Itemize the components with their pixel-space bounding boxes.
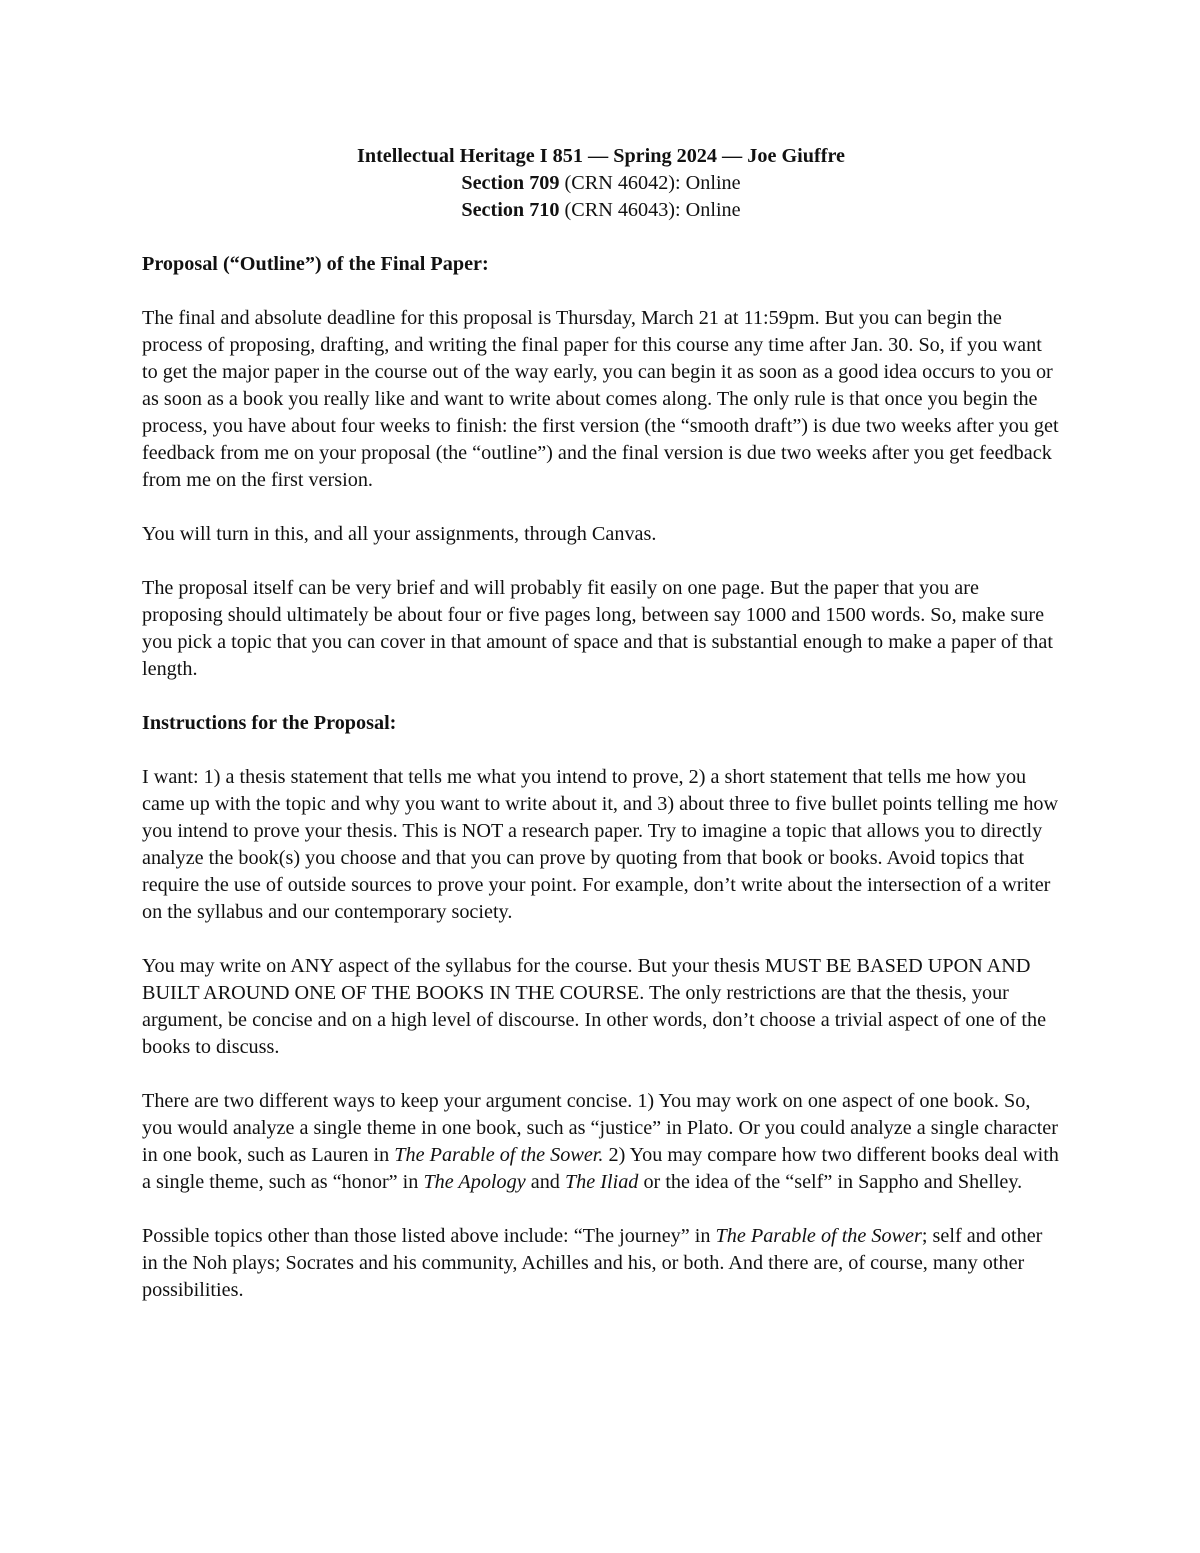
requirements-paragraph: I want: 1) a thesis statement that tells me what you intend to prove, 2) a short statement that tells me how you came up with the topic and why you want to write about it, and 3) about three to five bullet points telling me how you intend to prove your thesis. This is NOT a research paper. Try to imagine a topic that allows you to directly analyze the book(s) you choose and that you can prove by quoting from that book or books. Avoid topics that require the use of outside sources to prove your point. For example, don’t write about the intersection of a writer on the syllabus and our contemporary society. [142,766,1059,923]
scope-paragraph: You may write on ANY aspect of the syllabus for the course. But your thesis MUST BE BASED UPON AND BUILT AROUND ONE OF THE BOOKS IN THE COURSE. The only restrictions are that the thesis, your argument, be concise and on a high level of discourse. In other words, don’t choose a trivial aspect of one of the books to discuss. [142,955,1047,1058]
section-710-label: Section 710 [461,199,560,221]
section-709-line [142,170,1060,197]
topics-paragraph: Possible topics other than those listed above include: “The journey” in The Parable of the Sower; self and other in the Noh plays; Socrates and his community, Achilles and his, or both. And there are, of course, many other possibilities. [142,1225,1043,1301]
section-710-info: (CRN 46043): Online [559,199,741,221]
section-710-line [142,197,1060,224]
course-title: Intellectual Heritage I 851 — Spring 2024 — Joe Giuffre [357,145,845,167]
section-709-label: Section 709 [461,172,560,194]
document-body [142,143,1060,1304]
section-709-info: (CRN 46042): Online [559,172,741,194]
length-paragraph: The proposal itself can be very brief and will probably fit easily on one page. But the paper that you are proposing should ultimately be about four or five pages long, between say 1000 and 1500 words. So, make sure you pick a topic that you can cover in that amount of space and that is substantial enough to make a paper of that length. [142,577,1053,680]
proposal-heading: Proposal (“Outline”) of the Final Paper: [142,253,489,275]
book-title: The Apology [423,1171,526,1193]
document-header [142,143,1060,224]
concise-paragraph: There are two different ways to keep your argument concise. 1) You may work on one aspect of one book. So, you would analyze a single theme in one book, such as “justice” in Plato. Or you could analyze a single character in one book, such as Lauren in The Parable of the Sower. 2) You may compare how two different books deal with a single theme, such as “honor” in The Apology and The Iliad or the idea of the “self” in Sappho and Shelley. [142,1090,1059,1193]
deadline-paragraph: The final and absolute deadline for this proposal is Thursday, March 21 at 11:59pm. But you can begin the process of proposing, drafting, and writing the final paper for this course any time after Jan. 30. So, if you want to get the major paper in the course out of the way early, you can begin it as soon as a good idea occurs to you or as soon as a book you really like and want to write about comes along. The only rule is that once you begin the process, you have about four weeks to finish: the first version (the “smooth draft”) is due two weeks after you get feedback from me on your proposal (the “outline”) and the final version is due two weeks after you get feedback from me on the first version. [142,307,1059,491]
book-title: The Parable of the Sower. [394,1144,604,1166]
canvas-paragraph: You will turn in this, and all your assignments, through Canvas. [142,523,657,545]
book-title: The Parable of the Sower [715,1225,922,1247]
instructions-heading: Instructions for the Proposal: [142,712,397,734]
book-title: The Iliad [564,1171,639,1193]
